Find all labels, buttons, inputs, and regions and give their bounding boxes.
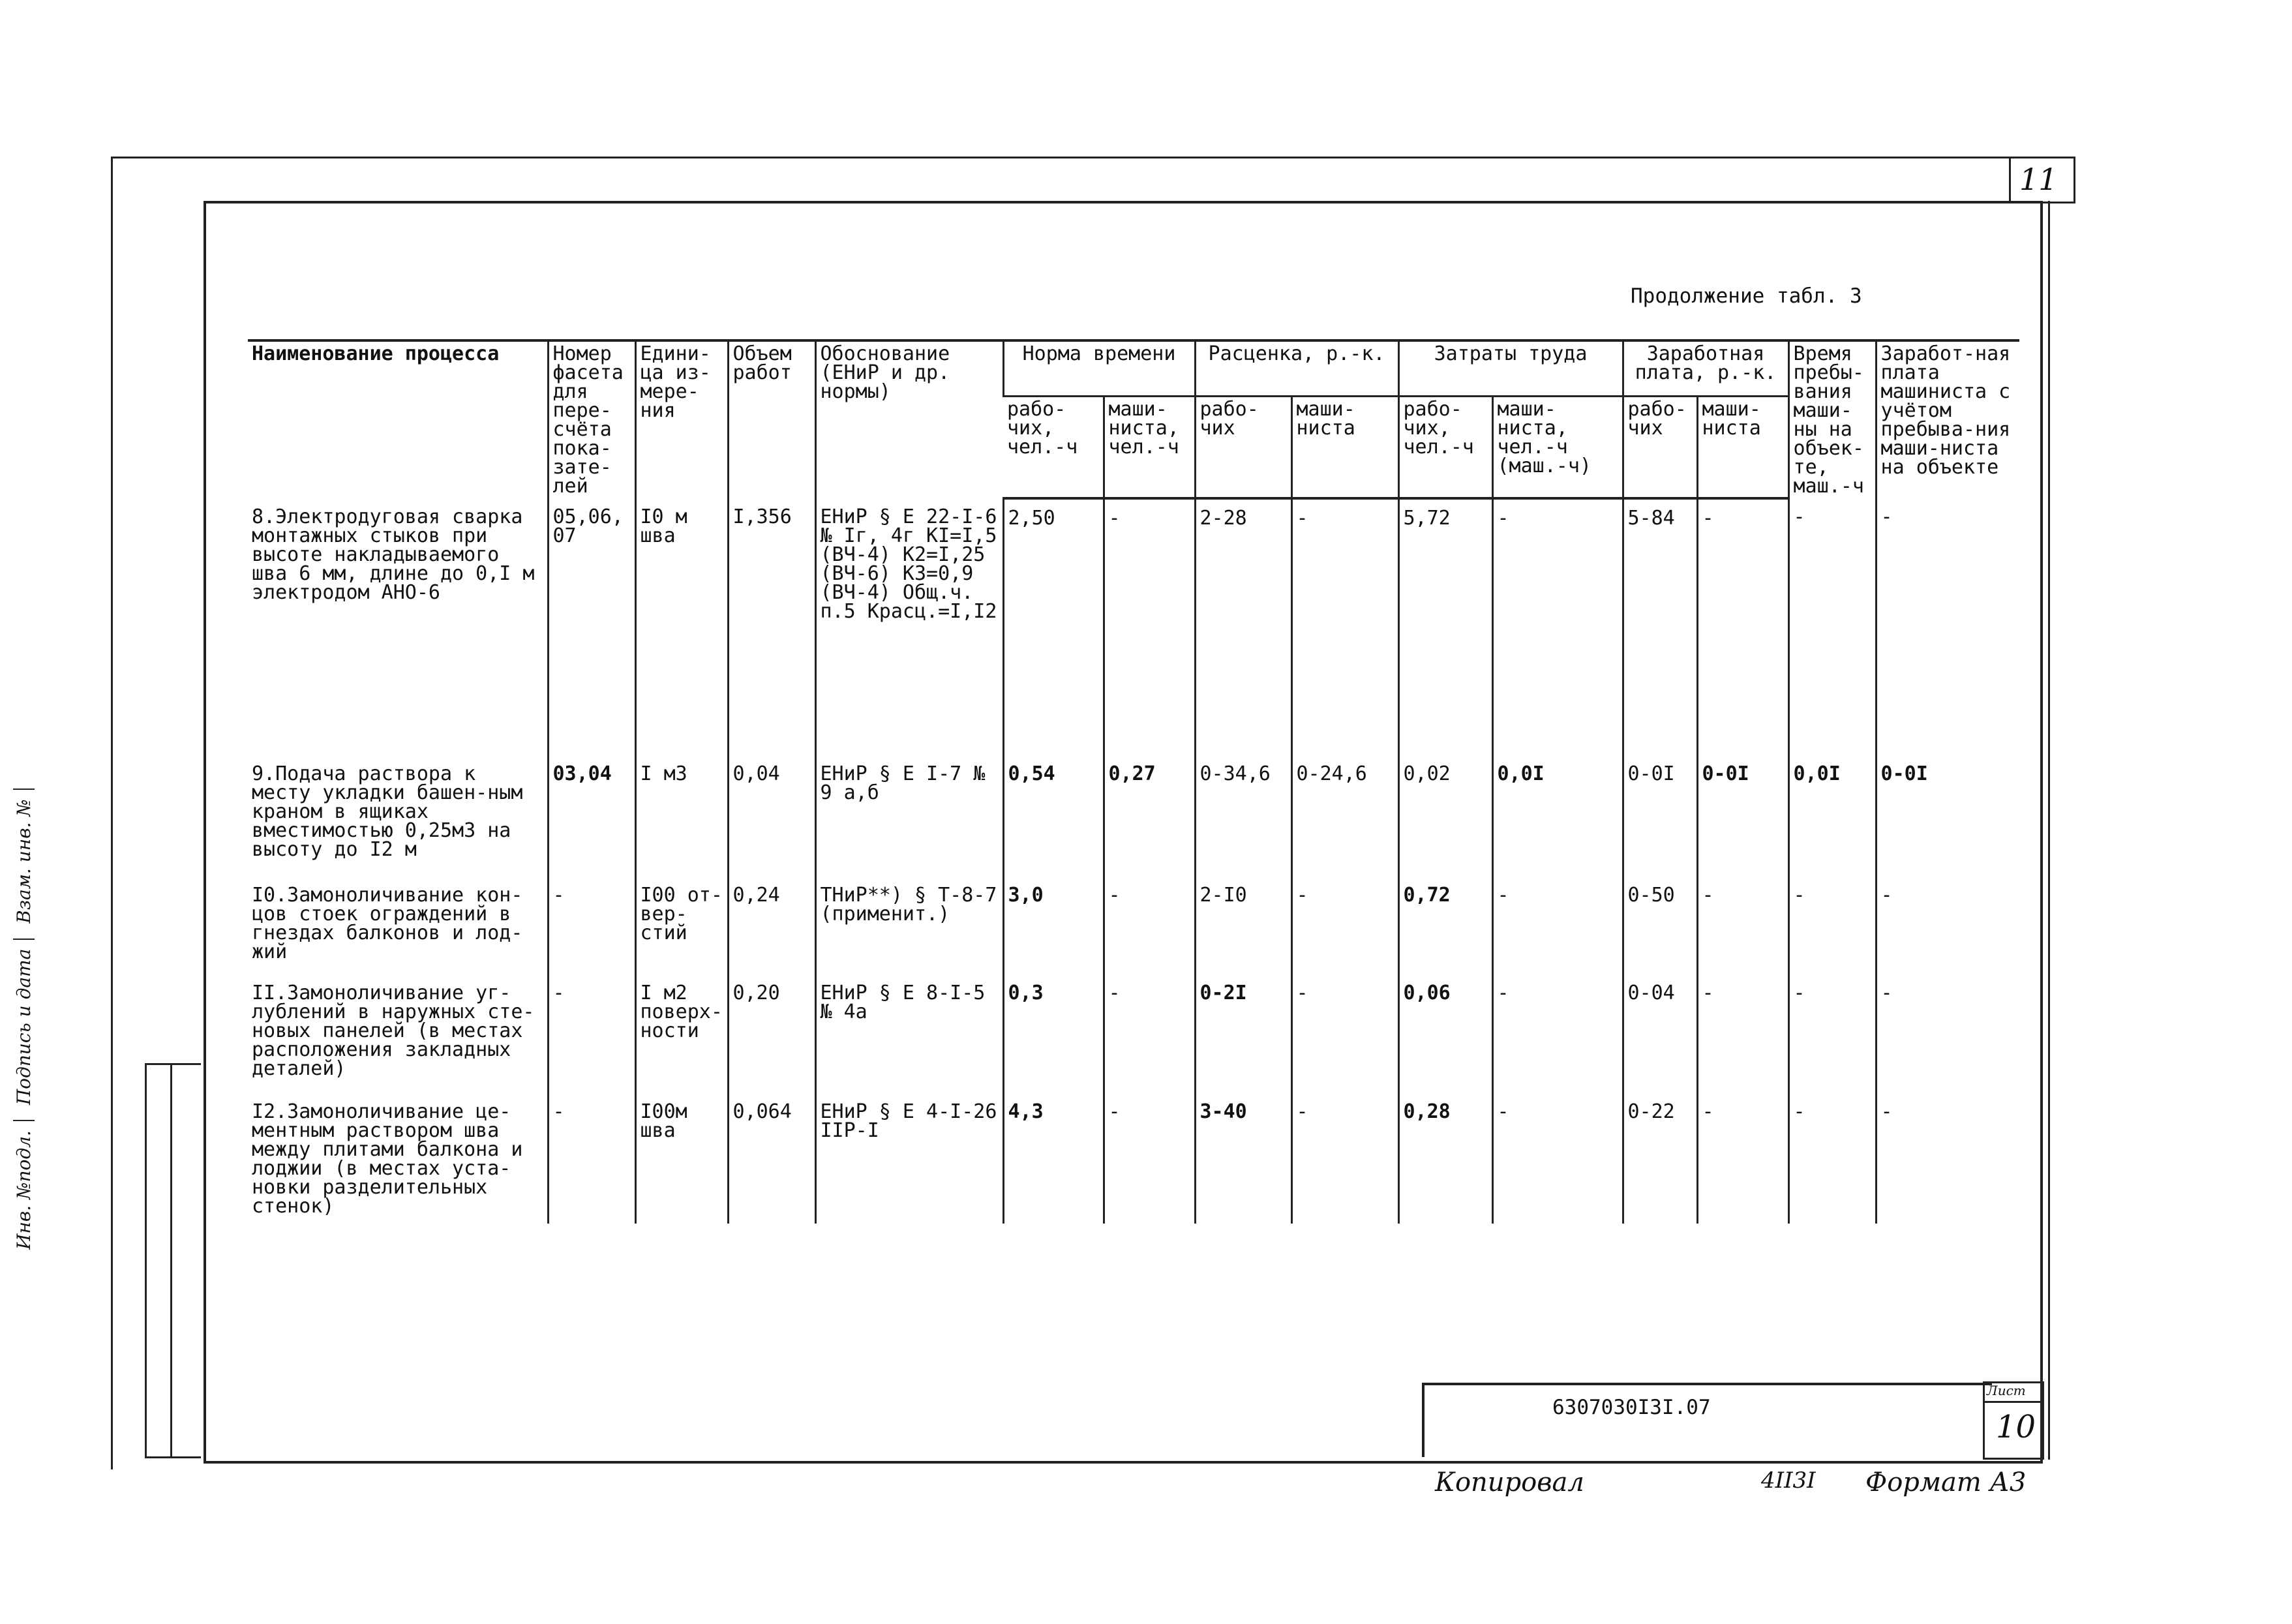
cell-wage-workers: 0-0I — [1623, 755, 1697, 877]
cell-name: 9.Подача раствора к месту укладки башен-ным краном в ящиках вместимостью 0,25м3 на высоту до I2 м — [252, 762, 523, 861]
cell-labor-machinist: - — [1492, 974, 1623, 1093]
cell-machine-time: - — [1788, 974, 1876, 1093]
cell-facet: - — [548, 877, 635, 974]
cell-rate-workers: 3-40 — [1195, 1093, 1291, 1224]
table-row — [248, 974, 2019, 1093]
cell-rate-machinist: - — [1291, 974, 1398, 1093]
cell-wage-machinist: 0-0I — [1697, 755, 1788, 877]
side-label-inv: Инв. №подл. — [13, 1120, 35, 1259]
cell-machinist-wage: - — [1876, 974, 2019, 1093]
header-norm-workers: рабо-чих, чел.-ч — [1003, 396, 1104, 498]
cell-facet: - — [548, 1093, 635, 1224]
header-labor-workers: рабо-чих, чел.-ч — [1398, 396, 1492, 498]
header-rate-machinist: маши-ниста — [1291, 396, 1398, 498]
header-labor-group: Затраты труда — [1398, 340, 1623, 396]
cell-wage-workers: 0-50 — [1623, 877, 1697, 974]
cell-wage-machinist: - — [1697, 498, 1788, 755]
cell-facet: 05,06, 07 — [548, 498, 635, 755]
header-facet: Номер фасета для пере-счёта пока-зате-лей — [548, 340, 635, 498]
cell-norm-machinist: - — [1104, 498, 1195, 755]
cell-unit: I м2 поверх-ности — [635, 974, 728, 1093]
footer-copied: Копировал — [1435, 1467, 1584, 1497]
footer-number: 4II3I — [1761, 1467, 1816, 1494]
header-machinist-wage: Заработ-ная плата машиниста с учётом пребыва-ния маши-ниста на объекте — [1876, 340, 2019, 498]
cell-rate-machinist: - — [1291, 1093, 1398, 1224]
cell-norm-machinist: - — [1104, 1093, 1195, 1224]
header-labor-machinist: маши-ниста, чел.-ч (маш.-ч) — [1492, 396, 1623, 498]
cell-wage-workers: 0-04 — [1623, 974, 1697, 1093]
cell-unit: I00м шва — [635, 1093, 728, 1224]
table-row — [248, 498, 2019, 755]
cell-machinist-wage: - — [1876, 877, 2019, 974]
header-unit: Едини-ца из-мере-ния — [635, 340, 728, 498]
cell-name: I0.Замоноличивание кон-цов стоек ограждений в гнездах балконов и лод-жий — [252, 884, 523, 963]
cell-labor-workers: 5,72 — [1398, 498, 1492, 755]
title-block — [1422, 1383, 1992, 1457]
header-wage-machinist: маши-ниста — [1697, 396, 1788, 498]
cell-labor-machinist: - — [1492, 877, 1623, 974]
sheet-top-number: 11 — [2019, 162, 2058, 197]
cell-wage-workers: 0-22 — [1623, 1093, 1697, 1224]
cell-labor-workers: 0,28 — [1398, 1093, 1492, 1224]
cell-basis: ЕНиР § Е 22-I-6 № Iг, 4г КI=I,5 (ВЧ-4) К2=I,25 (ВЧ-6) К3=0,9 (ВЧ-4) Общ.ч. п.5 Красц.=I,I2 — [815, 498, 1003, 755]
cell-unit: I м3 — [635, 755, 728, 877]
header-wage-group: Заработная плата, р.-к. — [1623, 340, 1788, 396]
cell-labor-machinist: - — [1492, 1093, 1623, 1224]
cell-norm-workers: 4,3 — [1003, 1093, 1104, 1224]
side-strip-column — [168, 1063, 201, 1458]
cell-name: 8.Электродуговая сварка монтажных стыков при высоте накладываемого шва 6 мм, длине до 0,I м электродом АНО-6 — [252, 505, 535, 604]
cell-wage-machinist: - — [1697, 877, 1788, 974]
cell-facet: - — [548, 974, 635, 1093]
cell-norm-machinist: - — [1104, 974, 1195, 1093]
table-row — [248, 755, 2019, 877]
cell-name: I2.Замоноличивание це-ментным раствором шва между плитами балкона и лоджии (в местах уста-новки разделительных стенок) — [252, 1100, 523, 1218]
cell-norm-workers: 0,54 — [1003, 755, 1104, 877]
cell-rate-machinist: - — [1291, 877, 1398, 974]
cell-machine-time: 0,0I — [1788, 755, 1876, 877]
cell-machinist-wage: - — [1876, 1093, 2019, 1224]
cell-machinist-wage: 0-0I — [1876, 755, 2019, 877]
right-frame-line — [2048, 201, 2050, 1460]
cell-basis: ЕНиР § Е 4-I-26 IIР-I — [815, 1093, 1003, 1224]
cell-rate-workers: 0-34,6 — [1195, 755, 1291, 877]
table-row — [248, 877, 2019, 974]
header-basis: Обоснование (ЕНиР и др. нормы) — [815, 340, 1003, 498]
cell-volume: I,356 — [728, 498, 815, 755]
cell-rate-workers: 0-2I — [1195, 974, 1291, 1093]
header-name: Наименование процесса — [248, 340, 548, 498]
cell-rate-workers: 2-28 — [1195, 498, 1291, 755]
document-code: 6307030I3I.07 — [1552, 1396, 1711, 1419]
work-table — [248, 339, 2019, 1224]
cell-labor-workers: 0,06 — [1398, 974, 1492, 1093]
cell-rate-machinist: - — [1291, 498, 1398, 755]
cell-labor-machinist: - — [1492, 498, 1623, 755]
cell-norm-machinist: - — [1104, 877, 1195, 974]
cell-unit: I00 от-вер-стий — [635, 877, 728, 974]
header-norm-machinist: маши-ниста, чел.-ч — [1104, 396, 1195, 498]
cell-name: II.Замоноличивание уг-лублений в наружных сте-новых панелей (в местах расположения закладных деталей) — [252, 982, 535, 1080]
cell-labor-workers: 0,02 — [1398, 755, 1492, 877]
cell-volume: 0,064 — [728, 1093, 815, 1224]
side-label-sign: Подпись и дата — [13, 939, 35, 1115]
cell-rate-machinist: 0-24,6 — [1291, 755, 1398, 877]
table-row — [248, 1093, 2019, 1224]
cell-norm-workers: 2,50 — [1003, 498, 1104, 755]
cell-volume: 0,04 — [728, 755, 815, 877]
sheet-label: Лист — [1987, 1383, 2026, 1398]
cell-norm-workers: 0,3 — [1003, 974, 1104, 1093]
cell-wage-workers: 5-84 — [1623, 498, 1697, 755]
cell-labor-workers: 0,72 — [1398, 877, 1492, 974]
cell-rate-workers: 2-I0 — [1195, 877, 1291, 974]
cell-norm-workers: 3,0 — [1003, 877, 1104, 974]
table-caption: Продолжение табл. 3 — [1631, 284, 1862, 308]
side-label-replace: Взам. инв. № — [13, 789, 35, 933]
header-volume: Объем работ — [728, 340, 815, 498]
header-norm-group: Норма времени — [1003, 340, 1195, 396]
cell-volume: 0,24 — [728, 877, 815, 974]
header-machine-time: Время пребы-вания маши-ны на объек-те, маш.-ч — [1788, 340, 1876, 498]
footer-format: Формат А3 — [1865, 1467, 2027, 1497]
sheet-divider — [1983, 1401, 2042, 1403]
cell-unit: I0 м шва — [635, 498, 728, 755]
cell-norm-machinist: 0,27 — [1104, 755, 1195, 877]
header-wage-workers: рабо-чих — [1623, 396, 1697, 498]
cell-machine-time: - — [1788, 877, 1876, 974]
cell-basis: ЕНиР § Е I-7 № 9 а,б — [815, 755, 1003, 877]
header-rate-workers: рабо-чих — [1195, 396, 1291, 498]
cell-machine-time: - — [1788, 1093, 1876, 1224]
cell-machine-time: - — [1788, 498, 1876, 755]
cell-basis: ЕНиР § Е 8-I-5 № 4а — [815, 974, 1003, 1093]
cell-facet: 03,04 — [548, 755, 635, 877]
cell-wage-machinist: - — [1697, 1093, 1788, 1224]
cell-volume: 0,20 — [728, 974, 815, 1093]
sheet-number: 10 — [1996, 1409, 2036, 1445]
cell-wage-machinist: - — [1697, 974, 1788, 1093]
cell-machinist-wage: - — [1876, 498, 2019, 755]
cell-basis: ТНиР**) § Т-8-7 (применит.) — [815, 877, 1003, 974]
header-rate-group: Расценка, р.-к. — [1195, 340, 1398, 396]
cell-labor-machinist: 0,0I — [1492, 755, 1623, 877]
side-labels — [13, 799, 39, 1259]
